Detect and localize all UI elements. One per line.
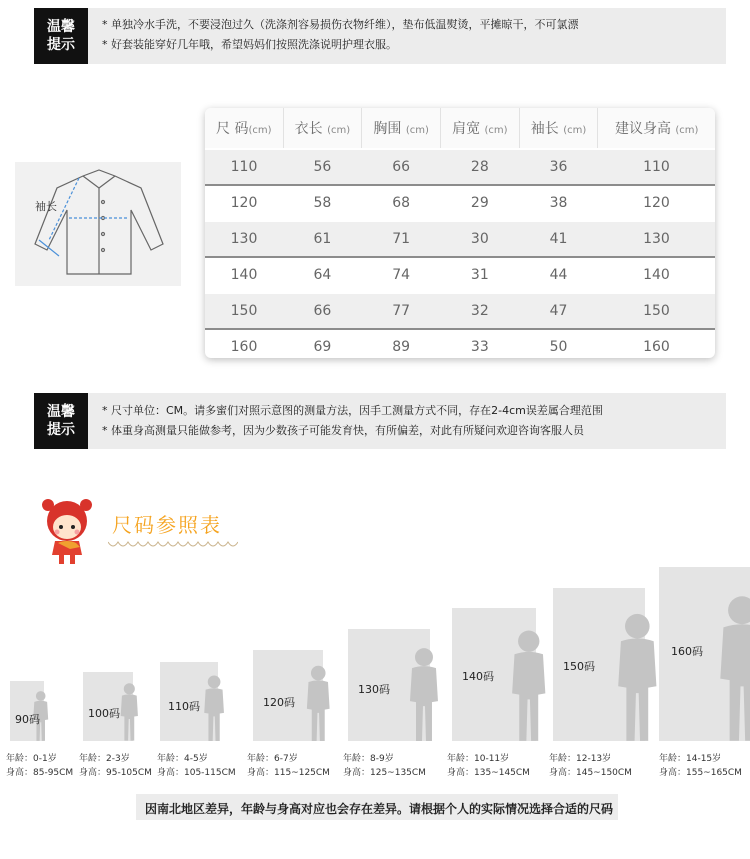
height-range: 身高：95-105CM: [79, 768, 152, 778]
child-silhouette-icon: [302, 664, 334, 741]
table-row: [205, 185, 715, 221]
table-cell: 150: [205, 293, 283, 329]
age-range: 年龄：2-3岁: [79, 754, 130, 764]
height-range: 身高：135~145CM: [447, 768, 530, 778]
shirt-icon: [15, 162, 181, 286]
table-cell: 160: [230, 339, 258, 355]
age-range: 年龄：8-9岁: [343, 754, 394, 764]
table-cell: 32: [440, 293, 519, 329]
scallop-underline-icon: [108, 538, 238, 550]
table-cell: 150: [598, 293, 715, 329]
size-caption: [659, 752, 742, 780]
table-cell: 68: [392, 195, 411, 211]
size-caption: [447, 752, 530, 780]
table-cell: 31: [470, 267, 489, 283]
table-cell: 64: [313, 267, 332, 283]
age-range: 年龄：12-13岁: [549, 754, 612, 764]
child-silhouette-icon: [117, 682, 142, 741]
size-block: [10, 681, 44, 741]
child-silhouette-icon: [200, 674, 228, 741]
height-range: 身高：125~135CM: [343, 768, 426, 778]
care-notice: [34, 8, 726, 64]
table-cell: 41: [519, 221, 598, 257]
table-cell: 120: [230, 195, 258, 211]
table-cell: 69: [313, 339, 332, 355]
size-caption: [79, 752, 152, 780]
notice-tag-line1: 温馨: [47, 404, 75, 420]
shirt-measure-illustration: [15, 162, 181, 286]
table-cell: 56: [283, 149, 362, 185]
table-cell: 28: [440, 149, 519, 185]
size-block: [160, 662, 218, 741]
notice-line: * 尺寸单位：CM。请多蜜们对照示意图的测量方法，因手工测量方式不同，存在2-4cm误差属合理范围: [102, 404, 603, 417]
size-caption: [343, 752, 426, 780]
table-cell: 110: [598, 149, 715, 185]
height-range: 身高：145~150CM: [549, 768, 632, 778]
doll-mascot-icon: [36, 497, 98, 567]
height-range: 身高：155~165CM: [659, 768, 742, 778]
height-range: 身高：115~125CM: [247, 768, 330, 778]
column-header: 建议身高 (cm): [598, 108, 715, 149]
table-cell: 120: [643, 195, 670, 211]
table-cell: 130: [598, 221, 715, 257]
size-chart-table: [205, 108, 715, 358]
table-cell: 74: [392, 267, 411, 283]
table-cell: 160: [643, 339, 670, 355]
table-row: [205, 257, 715, 293]
size-block-label: 150码: [563, 660, 595, 673]
size-block: [83, 672, 133, 741]
child-silhouette-icon: [404, 646, 444, 741]
sleeve-label: 袖长: [35, 200, 57, 213]
notice-tag: [34, 393, 88, 449]
notice-line: * 体重身高测量只能做参考，因为少数孩子可能发育快，有所偏差，对此有所疑问欢迎咨询客服人员: [102, 424, 584, 437]
age-range: 年龄：6-7岁: [247, 754, 298, 764]
table-cell: 71: [362, 221, 441, 257]
notice-tag-line2: 提示: [47, 37, 75, 53]
child-silhouette-icon: [505, 628, 552, 741]
size-block-label: 160码: [671, 645, 703, 658]
table-cell: 140: [230, 267, 258, 283]
size-block: [348, 629, 430, 741]
size-block: [553, 588, 645, 741]
column-header: 衣长 (cm): [283, 108, 362, 149]
table-cell: 33: [470, 339, 489, 355]
size-caption: [247, 752, 330, 780]
table-cell: 50: [549, 339, 568, 355]
age-range: 年龄：4-5岁: [157, 754, 208, 764]
table-cell: 61: [283, 221, 362, 257]
table-row: [205, 149, 715, 185]
size-block-label: 100码: [88, 707, 120, 720]
size-block-label: 140码: [462, 670, 494, 683]
table-cell: 140: [643, 267, 670, 283]
table-header-row: [205, 108, 715, 149]
table-cell: 89: [392, 339, 411, 355]
table-cell: 29: [470, 195, 489, 211]
table-row: [205, 293, 715, 329]
size-caption: [6, 752, 73, 780]
measurement-notice: [34, 393, 726, 449]
height-range: 身高：85-95CM: [6, 768, 74, 778]
table-cell: 30: [440, 221, 519, 257]
footer-note: 因南北地区差异，年龄与身高对应也会存在差异。请根据个人的实际情况选择合适的尺码: [145, 802, 614, 816]
height-range: 身高：105-115CM: [157, 768, 236, 778]
size-block: [659, 567, 750, 741]
size-block-label: 130码: [358, 683, 390, 696]
column-header: 肩宽 (cm): [440, 108, 519, 149]
age-range: 年龄：10-11岁: [447, 754, 510, 764]
age-range: 年龄：0-1岁: [6, 754, 57, 764]
column-header: 胸围 (cm): [362, 108, 441, 149]
notice-tag-line1: 温馨: [47, 19, 75, 35]
table-cell: 77: [362, 293, 441, 329]
table-cell: 47: [519, 293, 598, 329]
table-cell: 66: [283, 293, 362, 329]
size-block: [452, 608, 536, 741]
table-row: [205, 221, 715, 257]
notice-tag: [34, 8, 88, 64]
table-cell: 38: [549, 195, 568, 211]
size-caption: [549, 752, 632, 780]
notice-line: * 好套装能穿好几年哦，希望妈妈们按照洗涤说明护理衣服。: [102, 38, 397, 51]
table-cell: 130: [205, 221, 283, 257]
notice-tag-line2: 提示: [47, 422, 75, 438]
table-cell: 58: [313, 195, 332, 211]
table-cell: 36: [519, 149, 598, 185]
child-silhouette-icon: [711, 593, 750, 741]
size-block-label: 110码: [168, 700, 200, 713]
table-cell: 44: [549, 267, 568, 283]
size-block-label: 120码: [263, 696, 295, 709]
size-reference-title: 尺码参照表: [112, 513, 222, 537]
table-row: [205, 329, 715, 358]
age-range: 年龄：14-15岁: [659, 754, 722, 764]
column-header: 袖长 (cm): [519, 108, 598, 149]
table-cell: 110: [205, 149, 283, 185]
size-block: [253, 650, 323, 741]
size-caption: [157, 752, 236, 780]
child-silhouette-icon: [610, 611, 665, 741]
column-header: 尺 码(cm): [205, 108, 283, 149]
table-cell: 66: [362, 149, 441, 185]
notice-line: * 单独冷水手洗，不要浸泡过久（洗涤剂容易损伤衣物纤维），垫布低温熨烫，平摊晾干，不可氯漂: [102, 18, 579, 31]
size-block-label: 90码: [15, 713, 40, 726]
